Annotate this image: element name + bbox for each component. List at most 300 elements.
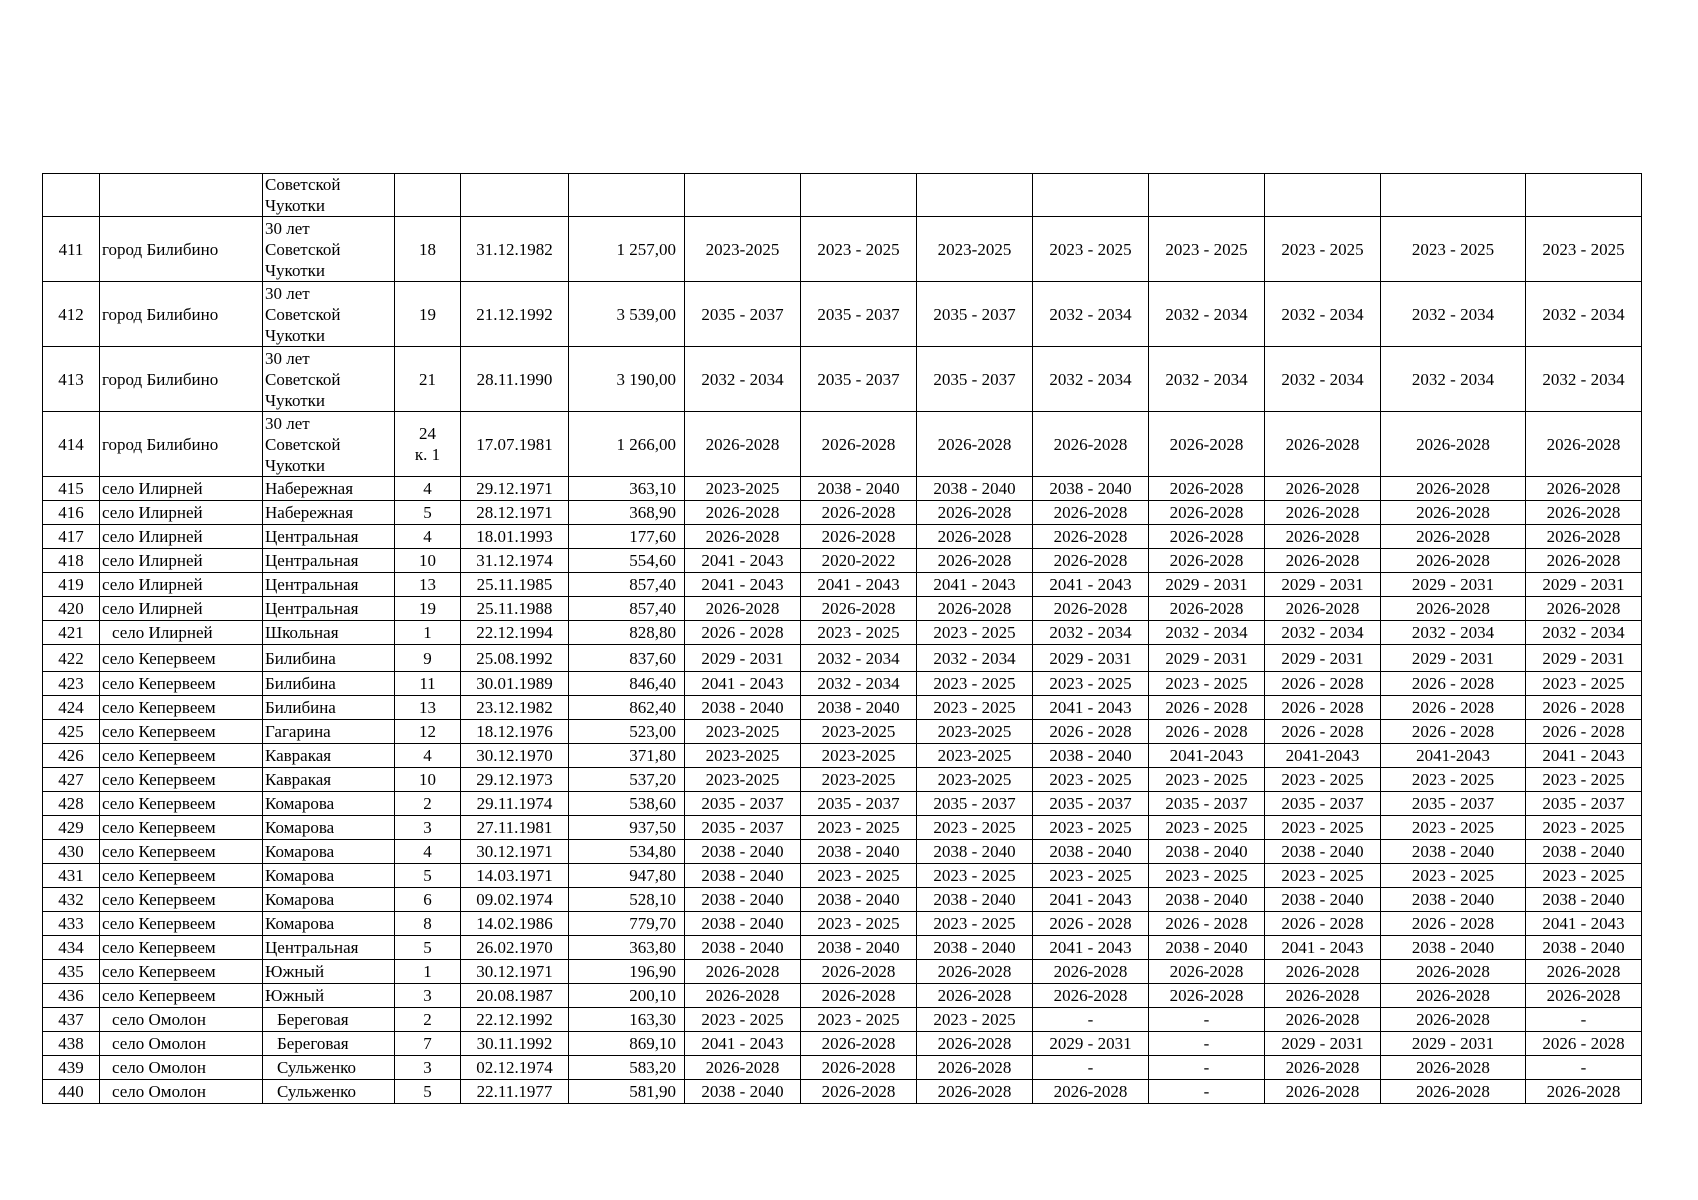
- cell-period: [685, 621, 801, 645]
- cell-period: [1526, 217, 1642, 282]
- cell-period: [801, 477, 917, 501]
- cell-area: [569, 347, 685, 412]
- cell-number: [43, 217, 100, 282]
- cell-area-text: 947,80: [629, 866, 676, 885]
- cell-area-text: 1 266,00: [616, 434, 676, 454]
- cell-date-text: 02.12.1974: [476, 1058, 553, 1077]
- cell-period-text: 2038 - 2040: [1165, 890, 1248, 909]
- cell-period: [1265, 768, 1381, 792]
- cell-period: [801, 792, 917, 816]
- cell-period-text: 2038 - 2040: [1049, 746, 1132, 765]
- cell-settlement-text: город Билибино: [102, 434, 219, 454]
- cell-period: [801, 282, 917, 347]
- cell-period-text: 2020-2022: [821, 551, 896, 570]
- cell-period-text: 2026-2028: [1169, 503, 1244, 522]
- cell-period: [801, 174, 917, 217]
- cell-house: [395, 912, 461, 936]
- cell-period: [685, 174, 801, 217]
- cell-period-text: 2035 - 2037: [817, 304, 900, 324]
- cell-period: [685, 597, 801, 621]
- cell-period-text: -: [1580, 1010, 1587, 1029]
- cell-date: [461, 744, 569, 768]
- cell-period: [1265, 816, 1381, 840]
- cell-period: [801, 549, 917, 573]
- cell-period-text: 2026-2028: [1053, 503, 1128, 522]
- cell-period-text: 2026-2028: [1285, 479, 1360, 498]
- cell-period: [1033, 840, 1149, 864]
- cell-period: [685, 960, 801, 984]
- cell-house-text: 10: [419, 551, 436, 570]
- cell-settlement-text: село Кепервеем: [102, 986, 216, 1005]
- cell-period-text: 2038 - 2040: [817, 479, 900, 498]
- cell-period-text: 2032 - 2034: [1165, 623, 1248, 642]
- cell-period: [1033, 549, 1149, 573]
- cell-settlement: [100, 597, 263, 621]
- cell-street-text: Чукотки: [265, 390, 326, 410]
- cell-settlement-text: село Илирней: [102, 503, 203, 522]
- cell-house-text: 6: [423, 890, 432, 909]
- cell-number-text: 413: [58, 369, 84, 389]
- cell-period: [685, 549, 801, 573]
- table-row: [43, 282, 1642, 347]
- cell-area: [569, 768, 685, 792]
- cell-street-text: Советской: [265, 239, 341, 259]
- cell-settlement: [100, 744, 263, 768]
- cell-period-text: 2038 - 2040: [933, 938, 1016, 957]
- table-row: [43, 412, 1642, 477]
- cell-period: [1149, 645, 1265, 672]
- cell-settlement-text: село Кепервеем: [102, 818, 216, 837]
- cell-period-text: 2026-2028: [1053, 986, 1128, 1005]
- cell-street: [263, 720, 395, 744]
- cell-house-text: 1: [423, 962, 432, 981]
- cell-settlement-text: село Кепервеем: [102, 746, 216, 765]
- cell-date-text: 22.11.1977: [476, 1082, 553, 1101]
- cell-settlement-text: село Кепервеем: [102, 794, 216, 813]
- cell-period: [1033, 347, 1149, 412]
- cell-settlement: [100, 217, 263, 282]
- cell-settlement-text: село Омолон: [112, 1010, 206, 1029]
- cell-street-text: Сульженко: [277, 1058, 356, 1077]
- cell-period: [1149, 864, 1265, 888]
- cell-period-text: 2038 - 2040: [1542, 842, 1625, 861]
- cell-period-text: 2026-2028: [821, 962, 896, 981]
- cell-area: [569, 412, 685, 477]
- cell-period-text: 2035 - 2037: [1411, 794, 1495, 813]
- cell-number: [43, 720, 100, 744]
- cell-period: [1149, 412, 1265, 477]
- cell-period: [685, 573, 801, 597]
- cell-period: [1526, 792, 1642, 816]
- cell-period-text: 2026-2028: [1169, 434, 1244, 454]
- cell-period: [1265, 174, 1381, 217]
- cell-period-text: 2038 - 2040: [701, 698, 784, 717]
- cell-period: [1033, 1080, 1149, 1104]
- cell-settlement-text: село Кепервеем: [102, 962, 216, 981]
- cell-house: [395, 984, 461, 1008]
- cell-date-text: 29.11.1974: [476, 794, 553, 813]
- cell-street-text: Кавракая: [265, 770, 332, 789]
- cell-period: [685, 217, 801, 282]
- table-row: [43, 525, 1642, 549]
- street-line: Чукотки: [265, 196, 326, 215]
- cell-area-text: 869,10: [629, 1034, 676, 1053]
- cell-period: [1265, 597, 1381, 621]
- cell-area-text: 363,10: [629, 479, 676, 498]
- cell-house-text: 12: [419, 722, 436, 741]
- cell-period: [801, 984, 917, 1008]
- cell-period-text: 2026-2028: [1053, 527, 1128, 546]
- cell-house: [395, 840, 461, 864]
- cell-settlement: [100, 525, 263, 549]
- cell-street-text: Кавракая: [265, 746, 332, 765]
- table-row: [43, 1032, 1642, 1056]
- cell-period: [1381, 282, 1526, 347]
- table-row: [43, 888, 1642, 912]
- cell-period-text: 2032 - 2034: [1049, 369, 1132, 389]
- cell-area: [569, 744, 685, 768]
- table-row: [43, 864, 1642, 888]
- cell-street: [263, 1080, 395, 1104]
- table-row: [43, 720, 1642, 744]
- cell-period: [917, 1056, 1033, 1080]
- cell-period-text: 2026-2028: [1416, 551, 1490, 570]
- cell-period-text: 2041 - 2043: [1049, 698, 1132, 717]
- cell-period-text: 2026-2028: [821, 1058, 896, 1077]
- cell-period-text: 2041 - 2043: [1049, 890, 1132, 909]
- cell-period: [1149, 912, 1265, 936]
- cell-period: [1149, 347, 1265, 412]
- cell-house: [395, 768, 461, 792]
- table-row: [43, 816, 1642, 840]
- cell-date-text: 30.12.1971: [476, 842, 553, 861]
- cell-street: [263, 525, 395, 549]
- cell-period-text: 2023 - 2025: [1165, 239, 1248, 259]
- cell-date: [461, 597, 569, 621]
- cell-street: [263, 768, 395, 792]
- table-row: [43, 645, 1642, 672]
- cell-period: [1265, 1056, 1381, 1080]
- cell-period: [1033, 621, 1149, 645]
- cell-period-text: 2023 - 2025: [1281, 770, 1364, 789]
- cell-period: [1265, 984, 1381, 1008]
- cell-period-text: 2023 - 2025: [1165, 674, 1248, 693]
- table-row: [43, 621, 1642, 645]
- cell-street-text: 30 лет: [265, 283, 310, 303]
- cell-period-text: 2026-2028: [937, 599, 1012, 618]
- cell-period-text: 2026-2028: [1285, 986, 1360, 1005]
- cell-period-text: 2023 - 2025: [817, 866, 900, 885]
- cell-period-text: 2026-2028: [1169, 986, 1244, 1005]
- cell-period: [1526, 1008, 1642, 1032]
- cell-number-text: 412: [58, 304, 84, 324]
- cell-area-text: 857,40: [629, 599, 676, 618]
- cell-period: [801, 864, 917, 888]
- cell-period: [1381, 792, 1526, 816]
- cell-period: [1381, 912, 1526, 936]
- cell-number: [43, 174, 100, 217]
- cell-street-text: 30 лет: [265, 413, 310, 433]
- cell-house: [395, 888, 461, 912]
- cell-number: [43, 672, 100, 696]
- cell-street: [263, 597, 395, 621]
- cell-period-text: 2026 - 2028: [1165, 914, 1248, 933]
- cell-settlement-text: село Кепервеем: [102, 648, 216, 668]
- cell-number-text: 434: [58, 938, 84, 957]
- cell-house: [395, 525, 461, 549]
- cell-period-text: 2026-2028: [937, 986, 1012, 1005]
- cell-period: [1381, 840, 1526, 864]
- cell-period-text: 2023-2025: [937, 746, 1012, 765]
- cell-house-text: 10: [419, 770, 436, 789]
- cell-period: [917, 282, 1033, 347]
- cell-period-text: 2026 - 2028: [1281, 674, 1364, 693]
- cell-area: [569, 573, 685, 597]
- cell-number-text: 439: [58, 1058, 84, 1077]
- cell-number-text: 425: [58, 722, 84, 741]
- cell-period: [1265, 621, 1381, 645]
- cell-period: [1381, 645, 1526, 672]
- cell-number: [43, 936, 100, 960]
- cell-period-text: 2026-2028: [1546, 479, 1621, 498]
- cell-street: [263, 573, 395, 597]
- table-row-continuation: [43, 174, 1642, 217]
- cell-period: [917, 792, 1033, 816]
- cell-period-text: 2041 - 2043: [1542, 914, 1625, 933]
- housing-table: [42, 173, 1642, 1104]
- cell-date: [461, 621, 569, 645]
- cell-area-text: 200,10: [629, 986, 676, 1005]
- cell-period-text: 2026-2028: [705, 1058, 780, 1077]
- cell-area-text: 363,80: [629, 938, 676, 957]
- cell-house: [395, 1080, 461, 1104]
- cell-period-text: 2026-2028: [1416, 599, 1490, 618]
- cell-period-text: 2038 - 2040: [701, 890, 784, 909]
- cell-area-text: 857,40: [629, 575, 676, 594]
- cell-street: [263, 477, 395, 501]
- cell-period: [1033, 1008, 1149, 1032]
- cell-settlement: [100, 477, 263, 501]
- cell-settlement-text: село Кепервеем: [102, 938, 216, 957]
- cell-street-text: Советской: [265, 434, 341, 454]
- cell-period: [1265, 525, 1381, 549]
- cell-number-text: 423: [58, 674, 84, 693]
- cell-area: [569, 792, 685, 816]
- cell-period-text: -: [1087, 1058, 1094, 1077]
- cell-period: [1526, 1032, 1642, 1056]
- cell-house: [395, 645, 461, 672]
- cell-period: [1149, 1032, 1265, 1056]
- cell-area: [569, 936, 685, 960]
- cell-period: [1265, 477, 1381, 501]
- cell-house-text: 9: [423, 648, 432, 668]
- table-row: [43, 217, 1642, 282]
- cell-date-text: 23.12.1982: [476, 698, 553, 717]
- cell-period: [1526, 864, 1642, 888]
- cell-period: [1149, 501, 1265, 525]
- cell-period: [1526, 672, 1642, 696]
- cell-period: [917, 864, 1033, 888]
- cell-period: [1526, 720, 1642, 744]
- cell-period-text: 2035 - 2037: [1281, 794, 1364, 813]
- cell-period: [1265, 501, 1381, 525]
- cell-period-text: 2026-2028: [821, 1082, 896, 1101]
- cell-period: [1526, 645, 1642, 672]
- cell-period-text: 2023-2025: [937, 722, 1012, 741]
- cell-period: [1381, 174, 1526, 217]
- cell-date-text: 14.02.1986: [476, 914, 553, 933]
- cell-period-text: 2026 - 2028: [1411, 722, 1495, 741]
- cell-street: [263, 984, 395, 1008]
- cell-period: [917, 525, 1033, 549]
- cell-period-text: 2035 - 2037: [701, 304, 784, 324]
- cell-number: [43, 573, 100, 597]
- cell-period-text: 2026-2028: [1285, 1058, 1360, 1077]
- cell-street-text: Набережная: [265, 479, 354, 498]
- cell-period: [1381, 477, 1526, 501]
- cell-number-text: 418: [58, 551, 84, 570]
- cell-area: [569, 696, 685, 720]
- cell-number: [43, 549, 100, 573]
- cell-street: [263, 864, 395, 888]
- cell-period: [917, 840, 1033, 864]
- cell-settlement: [100, 936, 263, 960]
- cell-period: [685, 936, 801, 960]
- cell-area: [569, 477, 685, 501]
- cell-house: [395, 597, 461, 621]
- cell-street: [263, 217, 395, 282]
- cell-street-text: 30 лет: [265, 348, 310, 368]
- cell-period-text: 2026-2028: [1546, 434, 1621, 454]
- cell-settlement: [100, 888, 263, 912]
- cell-period: [1033, 282, 1149, 347]
- cell-date-text: 22.12.1992: [476, 1010, 553, 1029]
- cell-period-text: 2023 - 2025: [933, 914, 1016, 933]
- cell-number: [43, 1008, 100, 1032]
- cell-period-text: 2026-2028: [1053, 434, 1128, 454]
- cell-street-text: Гагарина: [265, 722, 331, 741]
- cell-period-text: 2038 - 2040: [817, 698, 900, 717]
- cell-period-text: 2038 - 2040: [1411, 842, 1495, 861]
- cell-street-text: Комарова: [265, 914, 335, 933]
- cell-period: [917, 1032, 1033, 1056]
- cell-number-text: 437: [58, 1010, 84, 1029]
- cell-house: [395, 744, 461, 768]
- cell-period-text: 2038 - 2040: [1411, 938, 1495, 957]
- cell-house-text: 4: [423, 746, 432, 765]
- cell-house-text: 5: [423, 866, 432, 885]
- cell-period: [1265, 217, 1381, 282]
- cell-period-text: 2023 - 2025: [933, 818, 1016, 837]
- cell-number: [43, 888, 100, 912]
- cell-period: [1149, 1056, 1265, 1080]
- table-row: [43, 696, 1642, 720]
- cell-period: [917, 549, 1033, 573]
- cell-period: [917, 347, 1033, 412]
- cell-date-text: 30.12.1970: [476, 746, 553, 765]
- cell-period-text: 2023 - 2025: [1542, 239, 1625, 259]
- cell-period: [1033, 672, 1149, 696]
- cell-house-text: 19: [419, 599, 436, 618]
- cell-period: [685, 672, 801, 696]
- cell-period-text: 2038 - 2040: [1542, 938, 1625, 957]
- cell-house-text: 5: [423, 1082, 432, 1101]
- cell-period: [917, 720, 1033, 744]
- cell-period-text: 2032 - 2034: [1542, 369, 1625, 389]
- cell-period-text: 2041-2043: [1416, 746, 1490, 765]
- cell-period: [685, 984, 801, 1008]
- cell-period: [1033, 1032, 1149, 1056]
- cell-street: [263, 174, 395, 217]
- cell-date-text: 31.12.1982: [476, 239, 553, 259]
- cell-date-text: 25.11.1985: [476, 575, 553, 594]
- cell-period: [1265, 744, 1381, 768]
- cell-period-text: 2026 - 2028: [701, 623, 784, 642]
- cell-street-text: Центральная: [265, 575, 359, 594]
- cell-period: [1265, 912, 1381, 936]
- cell-period-text: 2023 - 2025: [1542, 770, 1625, 789]
- cell-street-text: Сульженко: [277, 1082, 356, 1101]
- cell-period-text: 2026-2028: [821, 599, 896, 618]
- cell-period-text: 2023 - 2025: [1049, 674, 1132, 693]
- cell-period: [1526, 888, 1642, 912]
- cell-period-text: 2026-2028: [937, 551, 1012, 570]
- cell-period-text: 2032 - 2034: [1411, 623, 1495, 642]
- cell-number-text: 435: [58, 962, 84, 981]
- cell-number-text: 432: [58, 890, 84, 909]
- cell-period-text: 2026-2028: [937, 1058, 1012, 1077]
- cell-settlement-text: село Кепервеем: [102, 698, 216, 717]
- cell-settlement: [100, 720, 263, 744]
- cell-period: [685, 1032, 801, 1056]
- cell-street: [263, 696, 395, 720]
- table-row: [43, 792, 1642, 816]
- cell-number: [43, 768, 100, 792]
- table-row: [43, 549, 1642, 573]
- cell-period-text: 2023-2025: [705, 770, 780, 789]
- cell-period: [1381, 768, 1526, 792]
- cell-number-text: 430: [58, 842, 84, 861]
- cell-period-text: 2032 - 2034: [1165, 369, 1248, 389]
- cell-period: [1149, 549, 1265, 573]
- cell-house: [395, 549, 461, 573]
- cell-period: [801, 1008, 917, 1032]
- cell-date: [461, 720, 569, 744]
- cell-period-text: 2023-2025: [705, 746, 780, 765]
- cell-period-text: 2038 - 2040: [701, 842, 784, 861]
- cell-period-text: 2023 - 2025: [1165, 866, 1248, 885]
- cell-period: [1381, 744, 1526, 768]
- cell-period-text: 2023 - 2025: [701, 1010, 784, 1029]
- cell-period-text: 2023 - 2025: [933, 1010, 1016, 1029]
- cell-period: [685, 696, 801, 720]
- cell-area-text: 368,90: [629, 503, 676, 522]
- cell-period-text: 2026-2028: [1416, 1082, 1490, 1101]
- cell-number: [43, 744, 100, 768]
- cell-house-text: 4: [423, 842, 432, 861]
- cell-period: [1381, 720, 1526, 744]
- cell-house: [395, 412, 461, 477]
- cell-period: [801, 768, 917, 792]
- cell-period: [1033, 597, 1149, 621]
- cell-area: [569, 174, 685, 217]
- cell-settlement-text: село Илирней: [102, 599, 203, 618]
- cell-period-text: 2023 - 2025: [1049, 770, 1132, 789]
- cell-period: [1381, 984, 1526, 1008]
- cell-period-text: 2026-2028: [1169, 527, 1244, 546]
- cell-date: [461, 477, 569, 501]
- cell-settlement: [100, 672, 263, 696]
